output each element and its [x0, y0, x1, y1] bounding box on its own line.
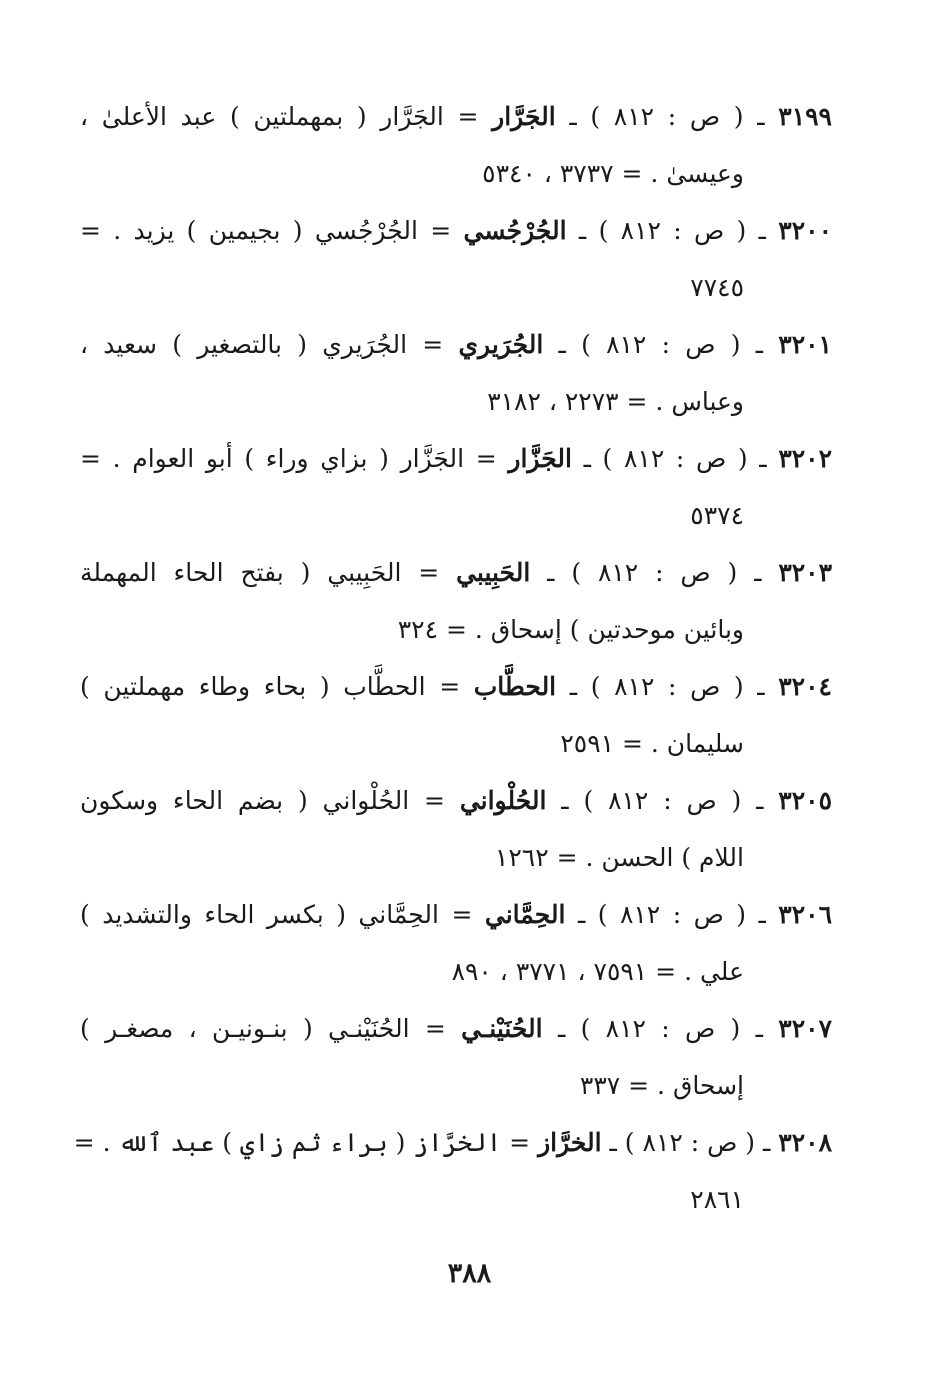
entry-heading: الجَزَّار [508, 444, 572, 473]
entry-continuation: ٥٣٧٤ [690, 501, 744, 530]
entry-number: ٣٢٠٠ [778, 216, 832, 245]
entry-continuation: وعباس . = ٢٢٧٣ ، ٣١٨٢ [487, 387, 744, 416]
entry-heading: الجَرَّار [492, 102, 556, 131]
entry-heading: الحطَّاب [473, 672, 557, 701]
entry-continuation: ٢٨٦١ [690, 1185, 744, 1214]
entry-text: = الجُرْجُسي ( بجيمين ) يزيد . = [80, 216, 452, 245]
entry-text: = الجَرَّار ( بمهملتين ) عبد الأعلىٰ ، [80, 102, 479, 131]
entry-text: = الحُنَيْنـي ( بنـونيـن ، مصغـر ) [80, 1014, 446, 1043]
entry-text: = الجَزَّار ( بزاي وراء ) أبو العوام . = [80, 444, 497, 473]
entry-heading: الحِمَّاني [484, 900, 566, 929]
entry-continuation: وبائين موحدتين ) إسحاق . = ٣٢٤ [397, 615, 744, 644]
entry-text: = الحطَّاب ( بحاء وطاء مهملتين ) [80, 672, 461, 701]
entry-number: ٣٢٠٧ [778, 1014, 832, 1043]
entry-number: ٣٢٠١ [778, 330, 832, 359]
entry-3207 [80, 1000, 832, 1114]
entry-ref: ـ ( ص : ٨١٢ ) ـ [561, 786, 764, 815]
entry-ref: ـ ( ص : ٨١٢ ) ـ [609, 1128, 771, 1157]
entry-first-line [80, 772, 832, 829]
entry-3204 [80, 658, 832, 772]
entry-continuation: سليمان . = ٢٥٩١ [560, 729, 744, 758]
entry-ref: ـ ( ص : ٨١٢ ) ـ [547, 558, 762, 587]
entry-first-line [80, 886, 832, 943]
entry-heading: الحُنَيْنـي [461, 1014, 543, 1043]
entry-first-line [80, 658, 832, 715]
entry-ref: ـ ( ص : ٨١٢ ) ـ [558, 330, 764, 359]
entry-number: ٣٢٠٥ [778, 786, 832, 815]
entry-heading: الحُلْواني [459, 786, 547, 815]
entry-3202 [80, 430, 832, 544]
entry-first-line [80, 88, 832, 145]
entry-3199 [80, 88, 832, 202]
entry-3201 [80, 316, 832, 430]
entry-first-line [80, 1000, 832, 1057]
entry-first-line [80, 316, 832, 373]
entry-ref: ـ ( ص : ٨١٢ ) ـ [557, 1014, 763, 1043]
entry-number: ٣٢٠٤ [778, 672, 832, 701]
entry-heading: الجُرْجُسي [463, 216, 567, 245]
entry-continuation: إسحاق . = ٣٣٧ [579, 1071, 744, 1100]
entry-3205 [80, 772, 832, 886]
entry-first-line [73, 1114, 832, 1171]
entry-heading: الحَبِيبي [456, 558, 531, 587]
entry-number: ٣٢٠٢ [778, 444, 833, 473]
entry-number: ٣١٩٩ [778, 102, 832, 131]
entry-3206 [80, 886, 832, 1000]
entry-text: = الحُلْواني ( بضم الحاء وسكون [80, 786, 445, 815]
entry-text: = الحَبِيبي ( بفتح الحاء المهملة [80, 558, 440, 587]
entry-heading: الخرَّاز [538, 1128, 602, 1157]
entry-ref: ـ ( ص : ٨١٢ ) ـ [569, 102, 765, 131]
entry-continuation: علي . = ٧٥٩١ ، ٣٧٧١ ، ٨٩٠ [451, 957, 744, 986]
entry-text: = الخرَّاز ( براء ثم زاي ) عبد ٱلله . = [73, 1128, 531, 1157]
entry-3208 [73, 1114, 832, 1228]
entry-3200 [80, 202, 832, 316]
entry-number: ٣٢٠٨ [778, 1128, 832, 1157]
entry-3203 [80, 544, 832, 658]
entry-continuation: ٧٧٤٥ [690, 273, 744, 302]
entry-text: = الجُرَيري ( بالتصغير ) سعيد ، [80, 330, 444, 359]
entry-continuation: وعيسىٰ . = ٣٧٣٧ ، ٥٣٤٠ [482, 159, 744, 188]
entry-first-line [80, 430, 832, 487]
entry-ref: ـ ( ص : ٨١٢ ) ـ [578, 216, 766, 245]
page-number: ٣٨٨ [447, 1258, 492, 1289]
entry-ref: ـ ( ص : ٨١٢ ) ـ [569, 672, 765, 701]
entry-first-line [80, 544, 832, 601]
entry-number: ٣٢٠٣ [778, 558, 833, 587]
entry-ref: ـ ( ص : ٨١٢ ) ـ [583, 444, 767, 473]
entry-first-line [80, 202, 832, 259]
entry-text: = الحِمَّاني ( بكسر الحاء والتشديد ) [80, 900, 473, 929]
entry-continuation: اللام ) الحسن . = ١٢٦٢ [494, 843, 744, 872]
entry-ref: ـ ( ص : ٨١٢ ) ـ [577, 900, 766, 929]
entry-heading: الجُرَيري [458, 330, 544, 359]
entry-number: ٣٢٠٦ [778, 900, 833, 929]
